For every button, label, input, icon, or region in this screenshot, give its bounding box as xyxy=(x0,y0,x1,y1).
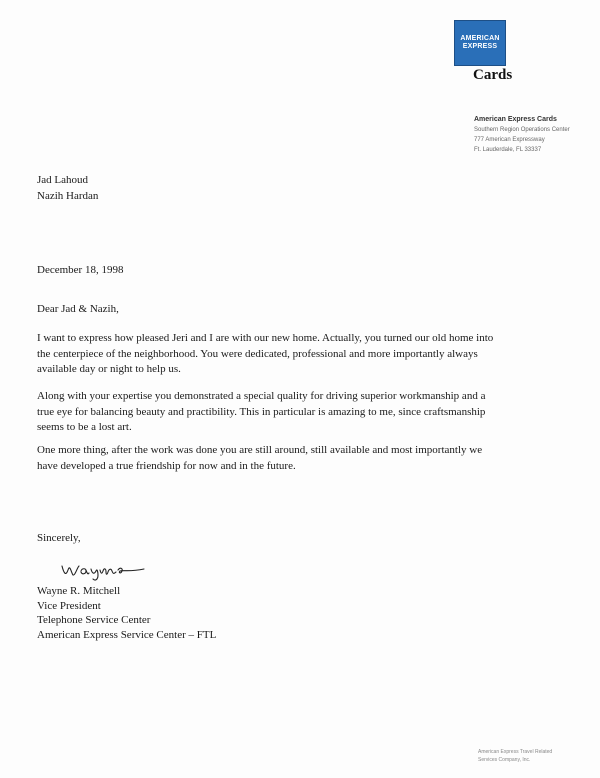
signatory-name: Wayne R. Mitchell xyxy=(37,585,121,597)
paragraph-line: the centerpiece of the neighborhood. You were dedicated, professional and more importantly always xyxy=(37,347,478,360)
letter-date: December 18, 1998 xyxy=(37,264,124,276)
paragraph-line: Along with your expertise you demonstrated a special quality for driving superior workmanship and a xyxy=(37,390,486,402)
recipient-name: Nazih Hardan xyxy=(37,190,99,202)
body-paragraph xyxy=(37,331,557,378)
closing: Sincerely, xyxy=(37,532,81,544)
paragraph-line: seems to be a lost art. xyxy=(37,421,132,433)
paragraph-line: true eye for balancing beauty and practibility. This in particular is amazing to me, since craftsmanship xyxy=(37,405,486,418)
body-paragraph xyxy=(37,443,557,474)
sender-name: American Express Cards xyxy=(474,116,557,123)
recipients xyxy=(37,172,98,204)
signatory-title: Vice President xyxy=(37,599,101,612)
paragraph-line: have developed a true friendship for now and in the future. xyxy=(37,459,296,472)
sender-address xyxy=(474,115,594,155)
signatory-organization: American Express Service Center – FTL xyxy=(37,628,217,641)
salutation: Dear Jad & Nazih, xyxy=(37,303,119,315)
logo-caption: Cards xyxy=(473,67,513,83)
sender-address-line: 777 American Expressway xyxy=(474,137,545,143)
sender-address-line: Ft. Lauderdale, FL 33337 xyxy=(474,147,542,153)
logo-line-1: AMERICAN xyxy=(460,35,500,42)
amex-logo xyxy=(454,20,506,66)
signatory-department: Telephone Service Center xyxy=(37,614,151,626)
recipient-name: Jad Lahoud xyxy=(37,174,89,186)
logo-line-2: EXPRESS xyxy=(462,43,498,50)
footer-line: American Express Travel Related xyxy=(478,749,553,755)
handwritten-signature xyxy=(60,558,150,582)
footer-line: Services Company, Inc. xyxy=(478,757,531,763)
paragraph-line: I want to express how pleased Jeri and I are with our new home. Actually, you turned our old home into xyxy=(37,332,494,344)
signatory-block xyxy=(37,584,216,642)
body-paragraph xyxy=(37,389,557,436)
paragraph-line: One more thing, after the work was done you are still around, still available and most importantly we xyxy=(37,444,483,456)
footer-fine-print xyxy=(478,748,552,764)
sender-address-line: Southern Region Operations Center xyxy=(474,127,570,133)
paragraph-line: available day or night to help us. xyxy=(37,363,181,375)
